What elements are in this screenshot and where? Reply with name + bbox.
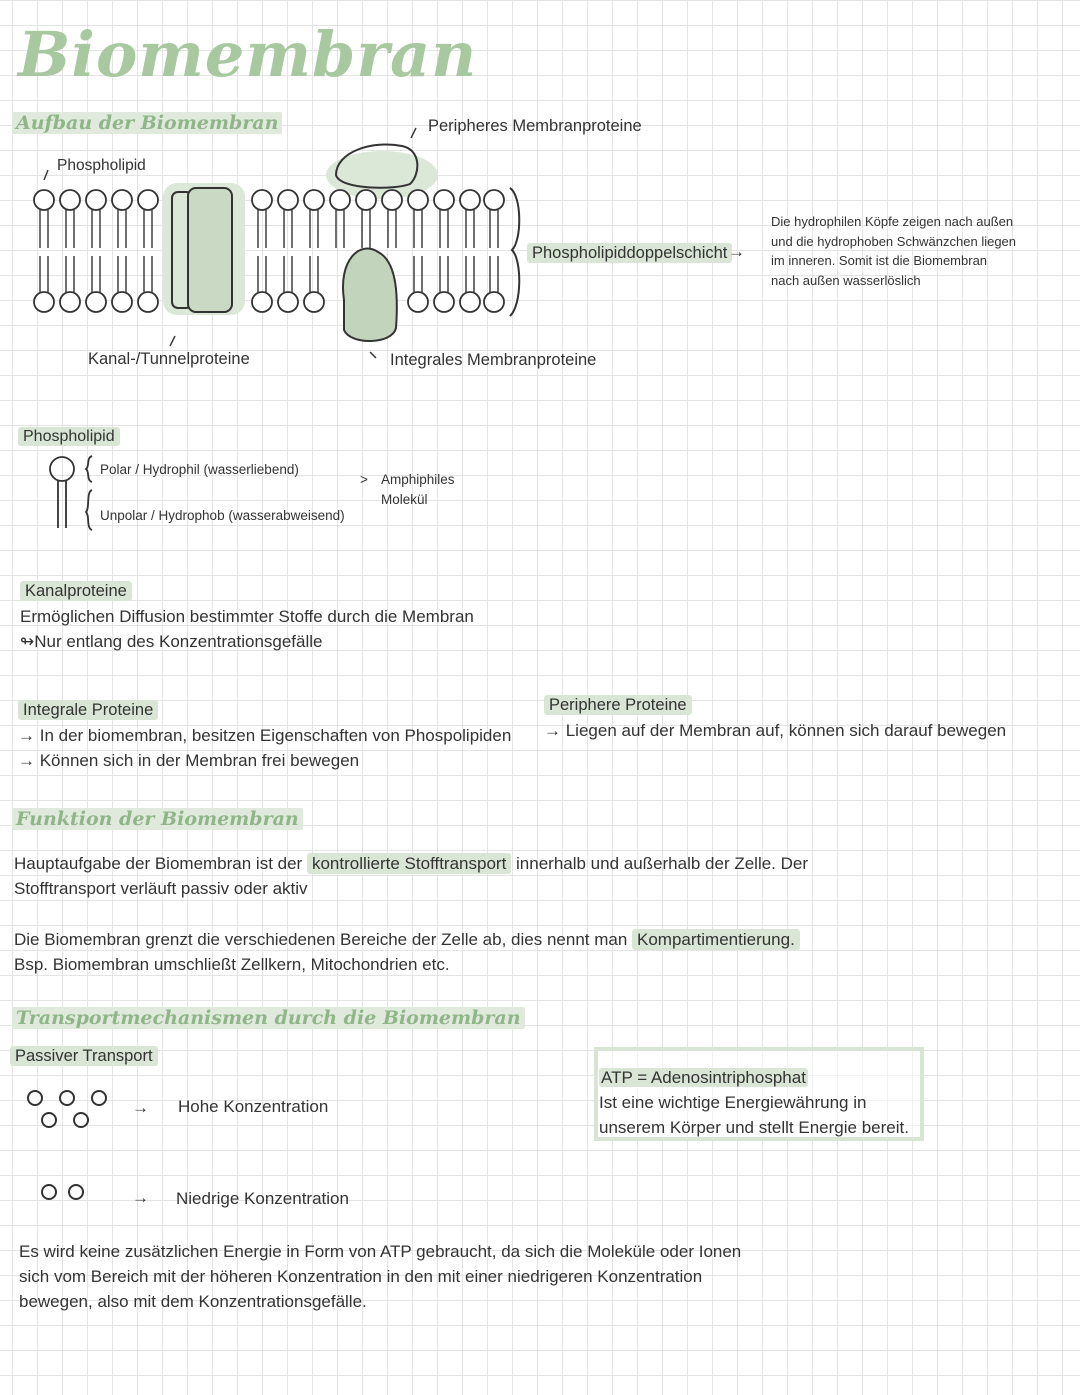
phospholipid-head [408,292,428,312]
phospholipid-head [382,190,402,210]
phospholipid-head [408,190,428,210]
phospholipid-head [86,190,106,210]
periphere-line1: → Liegen auf der Membran auf, können sich darauf bewegen [544,721,1007,740]
bilayer-note [771,212,1071,290]
pointer-channel [170,336,175,346]
section-heading-aufbau: Aufbau der Biomembran [12,112,282,134]
phospholipid-head [304,292,324,312]
phospholipid-head [86,292,106,312]
atp-line2: Ist eine wichtige Energiewährung in [599,1093,867,1112]
phospholipid-head [460,292,480,312]
phospholipid-head [60,190,80,210]
phospholipid-head [252,292,272,312]
phospholipid-head [434,292,454,312]
bilayer-note-line: im inneren. Somit ist die Biomembran [771,253,988,268]
pointer-integral [370,352,376,358]
bilayer-note-line: nach außen wasserlöslich [771,272,921,288]
phospholipid-head [304,190,324,210]
arrow-right-icon: → [132,1188,149,1207]
funktion-paragraph-2 [14,927,1014,977]
phospholipid-head [138,292,158,312]
label-integral-protein: Integrales Membranproteine [390,351,597,369]
periphere-heading: Periphere Proteine [544,693,1006,718]
membrane-diagram [0,0,1080,380]
funktion-paragraph-1 [14,851,1014,901]
phospholipid-heads-top [34,190,504,210]
heading-phospholipid: Phospholipid [18,424,120,449]
section-heading-transport: Transportmechanismen durch die Biomembran [12,1007,525,1029]
arrow-right-icon: → [132,1098,149,1117]
kanalproteine-line2: ↬Nur entlang des Konzentrationsgefälle [20,632,323,651]
kanalproteine-heading: Kanalproteine [20,579,474,604]
integrale-block [18,698,511,773]
molecule [42,1185,56,1199]
phospholipid-head [460,190,480,210]
molecule-diagram [20,1082,120,1212]
phospholipid-head [330,190,350,210]
page-title: Biomembran [18,18,478,91]
atp-line3: unserem Körper und stellt Energie bereit. [599,1118,909,1137]
phospholipid-head [434,190,454,210]
molecule [92,1091,106,1105]
phospholipid-polar: Polar / Hydrophil (wasserliebend) [100,462,299,477]
phospholipid-head [484,292,504,312]
molecule [69,1185,83,1199]
arrow-icon: → [728,242,745,261]
pointer-peripheral [411,128,416,138]
integral-protein [343,249,397,341]
label-high-concentration: Hohe Konzentration [178,1097,329,1116]
funktion-p1-line2: Stofftransport verläuft passiv oder aktiv [14,879,308,898]
molecule [28,1091,42,1105]
label-peripheral-protein: Peripheres Membranproteine [428,117,642,135]
phospholipid-head [252,190,272,210]
passiv-heading: Passiver Transport [10,1044,158,1069]
funktion-p2-line1: Die Biomembran grenzt die verschiedenen Bereiche der Zelle ab, dies nennt man Kompartimentierung. [14,927,1014,952]
chevron-right-icon: > [360,472,368,487]
phospholipid-head [138,190,158,210]
phospholipid-tails [40,210,498,292]
integrale-line1: → In der biomembran, besitzen Eigenschaften von Phospolipiden [18,726,512,745]
phospholipid-heads-bottom [34,292,504,312]
funktion-p2-line2: Bsp. Biomembran umschließt Zellkern, Mitochondrien etc. [14,955,450,974]
atp-line1: ATP = Adenosintriphosphat [601,1068,806,1087]
section-heading-funktion: Funktion der Biomembran [12,808,303,830]
phospholipid-head [484,190,504,210]
transport-para-line: bewegen, also mit dem Konzentrationsgefälle. [19,1292,367,1311]
pointer-phospholipid [44,170,48,180]
phospholipid-head [34,190,54,210]
phospholipid-unpolar: Unpolar / Hydrophob (wasserabweisend) [100,508,345,523]
kanalproteine-line1: Ermöglichen Diffusion bestimmter Stoffe durch die Membran [20,607,474,626]
phospholipid-head [112,190,132,210]
kanalproteine-block [20,579,474,654]
funktion-p1-line1: Hauptaufgabe der Biomembran ist der kontrollierte Stofftransport innerhalb und außerhalb der Zelle. Der [14,854,809,873]
amphiphil-line2: Molekül [381,492,428,507]
molecule [60,1091,74,1105]
channel-protein-right [188,188,232,312]
phospholipid-head [356,190,376,210]
integrale-heading: Integrale Proteine [18,698,511,723]
atp-note [599,1065,909,1140]
phospholipid-head [34,292,54,312]
amphiphil-line1: Amphiphiles [381,472,455,487]
phospholipid-icon [40,452,100,534]
phospholipid-head [60,292,80,312]
periphere-block [544,693,1006,743]
transport-para-line: Es wird keine zusätzlichen Energie in Form von ATP gebraucht, da sich die Moleküle oder Ionen [19,1242,742,1261]
phospholipid-head [278,292,298,312]
molecule [74,1113,88,1127]
label-channel-protein: Kanal-/Tunnelproteine [88,350,250,368]
label-low-concentration: Niedrige Konzentration [176,1189,349,1208]
integrale-line2: → Können sich in der Membran frei bewegen [18,751,360,770]
transport-paragraph [19,1239,1019,1314]
bilayer-bracket [510,188,519,316]
bilayer-note-line: Die hydrophilen Köpfe zeigen nach außen [771,214,1014,229]
transport-para-line: sich vom Bereich mit der höheren Konzentration in den mit einer niedrigeren Konzentration [19,1267,703,1286]
molecule [42,1113,56,1127]
label-bilayer: Phospholipiddoppelschicht [527,243,732,263]
label-phospholipid: Phospholipid [57,157,146,174]
bilayer-note-line: und die hydrophoben Schwänzchen liegen [771,233,1017,249]
phospholipid-head [278,190,298,210]
phospholipid-head [112,292,132,312]
